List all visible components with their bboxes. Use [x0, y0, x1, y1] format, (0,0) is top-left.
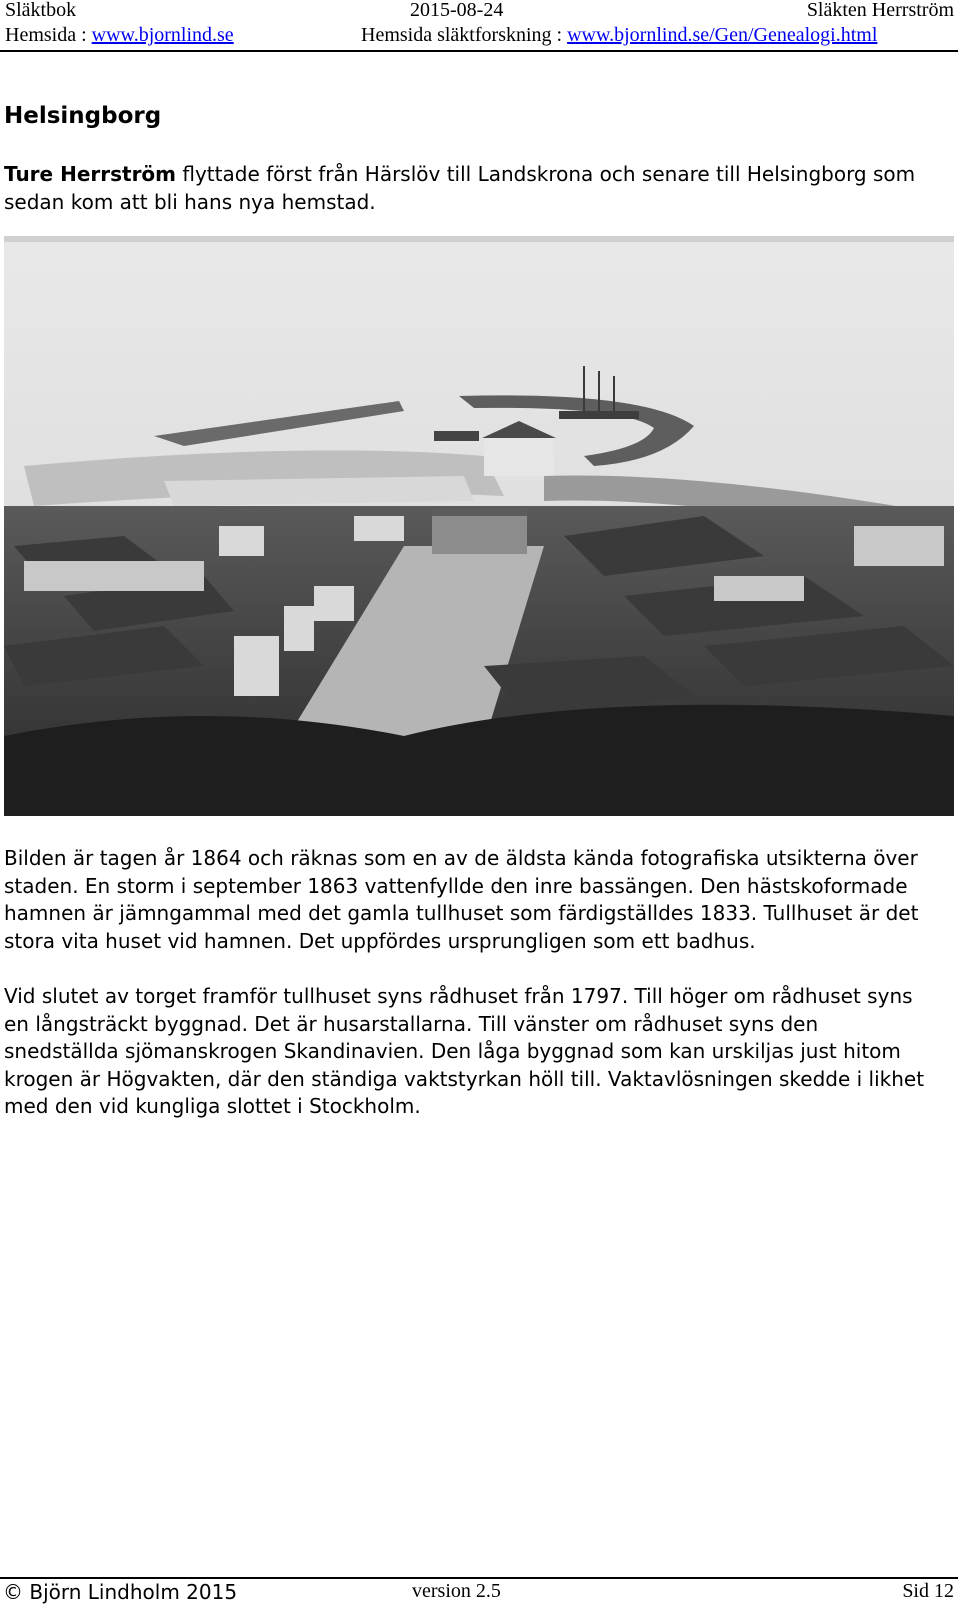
intro-name: Ture Herrström	[4, 162, 177, 186]
intro-paragraph	[4, 161, 934, 216]
photo-harbour-icon	[4, 216, 954, 816]
harbour-photo	[4, 216, 954, 816]
genealogy-link-group	[361, 24, 877, 47]
version-text: version 2.5	[412, 1580, 501, 1602]
page-heading: Helsingborg	[4, 103, 162, 129]
header-date: 2015-08-24	[410, 0, 504, 21]
page-header	[0, 0, 960, 52]
copyright-text: © Björn Lindholm 2015	[3, 1580, 238, 1604]
footer-divider	[0, 1577, 958, 1579]
home-label: Hemsida :	[5, 24, 92, 46]
book-title: Släktbok	[5, 0, 77, 21]
home-link[interactable]: www.bjornlind.se	[91, 24, 234, 46]
home-link-group	[5, 24, 234, 47]
town-hall-paragraph: Vid slutet av torget framför tullhuset syns rådhuset från 1797. Till höger om rådhuset syns en långsträckt byggnad. Det är husarstallarna. Till vänster om rådhuset syns den snedställda sjömanskrogen Skandinavien. Den låga byggnad som kan urskiljas just hitom krogen är Högvakten, där den ständiga vaktstyrkan höll till. Vaktavlösningen skedde i likhet med den vid kungliga slottet i Stockholm.	[4, 984, 925, 1118]
page-footer	[0, 1580, 958, 1606]
page-number: Sid 12	[902, 1580, 954, 1602]
family-title: Släkten Herrström	[806, 0, 954, 21]
header-divider	[0, 50, 958, 52]
genealogy-label: Hemsida släktforskning :	[361, 24, 568, 46]
intro-text: flyttade först från Härslöv till Landskrona och senare till Helsingborg som sedan kom att bli hans nya hemstad.	[4, 162, 916, 214]
genealogy-link[interactable]: www.bjornlind.se/Gen/Genealogi.html	[567, 24, 878, 46]
photo-caption-paragraph: Bilden är tagen år 1864 och räknas som en av de äldsta kända fotografiska utsikterna över staden. En storm i september 1863 vattenfyllde den inre bassängen. Den hästskoformade hamnen är jämngammal med det gamla tullhuset som färdigställdes 1833. Tullhuset är det stora vita huset vid hamnen. Det uppfördes ursprungligen som ett badhus.	[4, 846, 919, 953]
